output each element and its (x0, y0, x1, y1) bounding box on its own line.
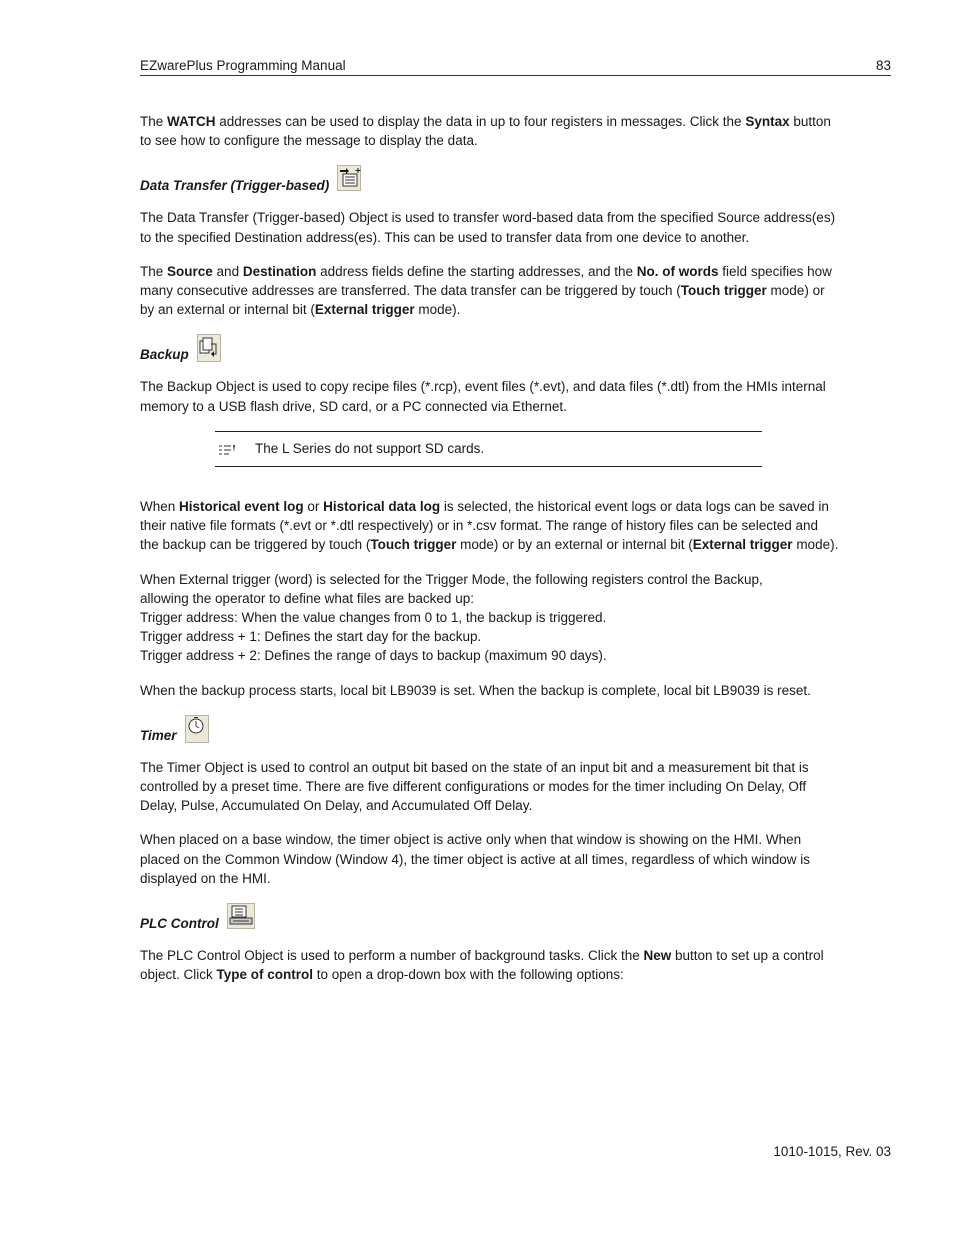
data-transfer-icon (337, 165, 359, 191)
page-number: 83 (875, 58, 891, 73)
trigger-line: Trigger address: When the value changes from 0 to 1, the backup is triggered. (140, 610, 607, 626)
timer-paragraph-1: The Timer Object is used to control an output bit based on the state of an input bit and a measurement bit that is controlled by a preset time. There are five different configurations or modes for the timer including On Delay, Off Delay, Pulse, Accumulated On Delay, and Accumulated Off Delay. (140, 759, 809, 814)
backup-icon (197, 334, 219, 360)
data-transfer-paragraph-1: The Data Transfer (Trigger-based) Object is used to transfer word-based data from the specified Source address(es) to the specified Destination address(es). This can be used to transfer data from one device to another. (140, 210, 836, 245)
watch-paragraph: The WATCH addresses can be used to display the data in up to four registers in messages. Click the Syntax button to see how to configure the message to display the data. (140, 114, 831, 149)
note-box (215, 431, 762, 467)
backup-paragraph-3: When the backup process starts, local bit LB9039 is set. When the backup is complete, local bit LB9039 is reset. (140, 682, 811, 698)
note-icon (218, 442, 236, 454)
trigger-registers (140, 570, 840, 666)
page-content (140, 112, 840, 999)
trigger-line: Trigger address + 2: Defines the range of days to backup (maximum 90 days). (140, 648, 607, 664)
page-header (140, 57, 891, 76)
trigger-line: allowing the operator to define what files are backed up: (140, 590, 474, 606)
timer-paragraph-2: When placed on a base window, the timer object is active only when that window is showing on the HMI. When placed on the Common Window (Window 4), the timer object is active at all times, regardless of which window is displayed on the HMI. (140, 832, 811, 886)
backup-paragraph-2: When Historical event log or Historical data log is selected, the historical event logs or data logs can be saved in their native file formats (*.evt or *.dtl respectively) or in *.csv format. The range of history files can be selected and the backup can be triggered by touch (Touch trigger mode) or by an external or internal bit (External trigger mode). (140, 499, 839, 553)
backup-heading: Backup (140, 334, 840, 364)
timer-icon (185, 715, 207, 741)
trigger-line: When External trigger (word) is selected for the Trigger Mode, the following registers control the Backup, (140, 571, 763, 587)
data-transfer-heading: Data Transfer (Trigger-based) (140, 165, 840, 195)
timer-heading: Timer (140, 715, 840, 745)
trigger-line: Trigger address + 1: Defines the start day for the backup. (140, 629, 482, 645)
plc-control-paragraph: The PLC Control Object is used to perform a number of background tasks. Click the New button to set up a control object. Click Type of control to open a drop-down box with the following options: (140, 948, 824, 983)
data-transfer-paragraph-2: The Source and Destination address fields define the starting addresses, and the No. of words field specifies how many consecutive addresses are transferred. The data transfer can be triggered by touch (Touch trigger mode) or by an external or internal bit (External trigger mode). (140, 263, 832, 318)
plc-control-icon (227, 903, 249, 929)
backup-paragraph-1: The Backup Object is used to copy recipe files (*.rcp), event files (*.evt), and data files (*.dtl) from the HMIs internal memory to a USB flash drive, SD card, or a PC connected via Ethernet. (140, 379, 826, 414)
plc-control-heading: PLC Control (140, 903, 840, 933)
note-text: The L Series do not support SD cards. (255, 440, 485, 456)
header-title: EZwarePlus Programming Manual (140, 58, 346, 73)
page-footer: 1010-1015, Rev. 03 (773, 1144, 891, 1159)
